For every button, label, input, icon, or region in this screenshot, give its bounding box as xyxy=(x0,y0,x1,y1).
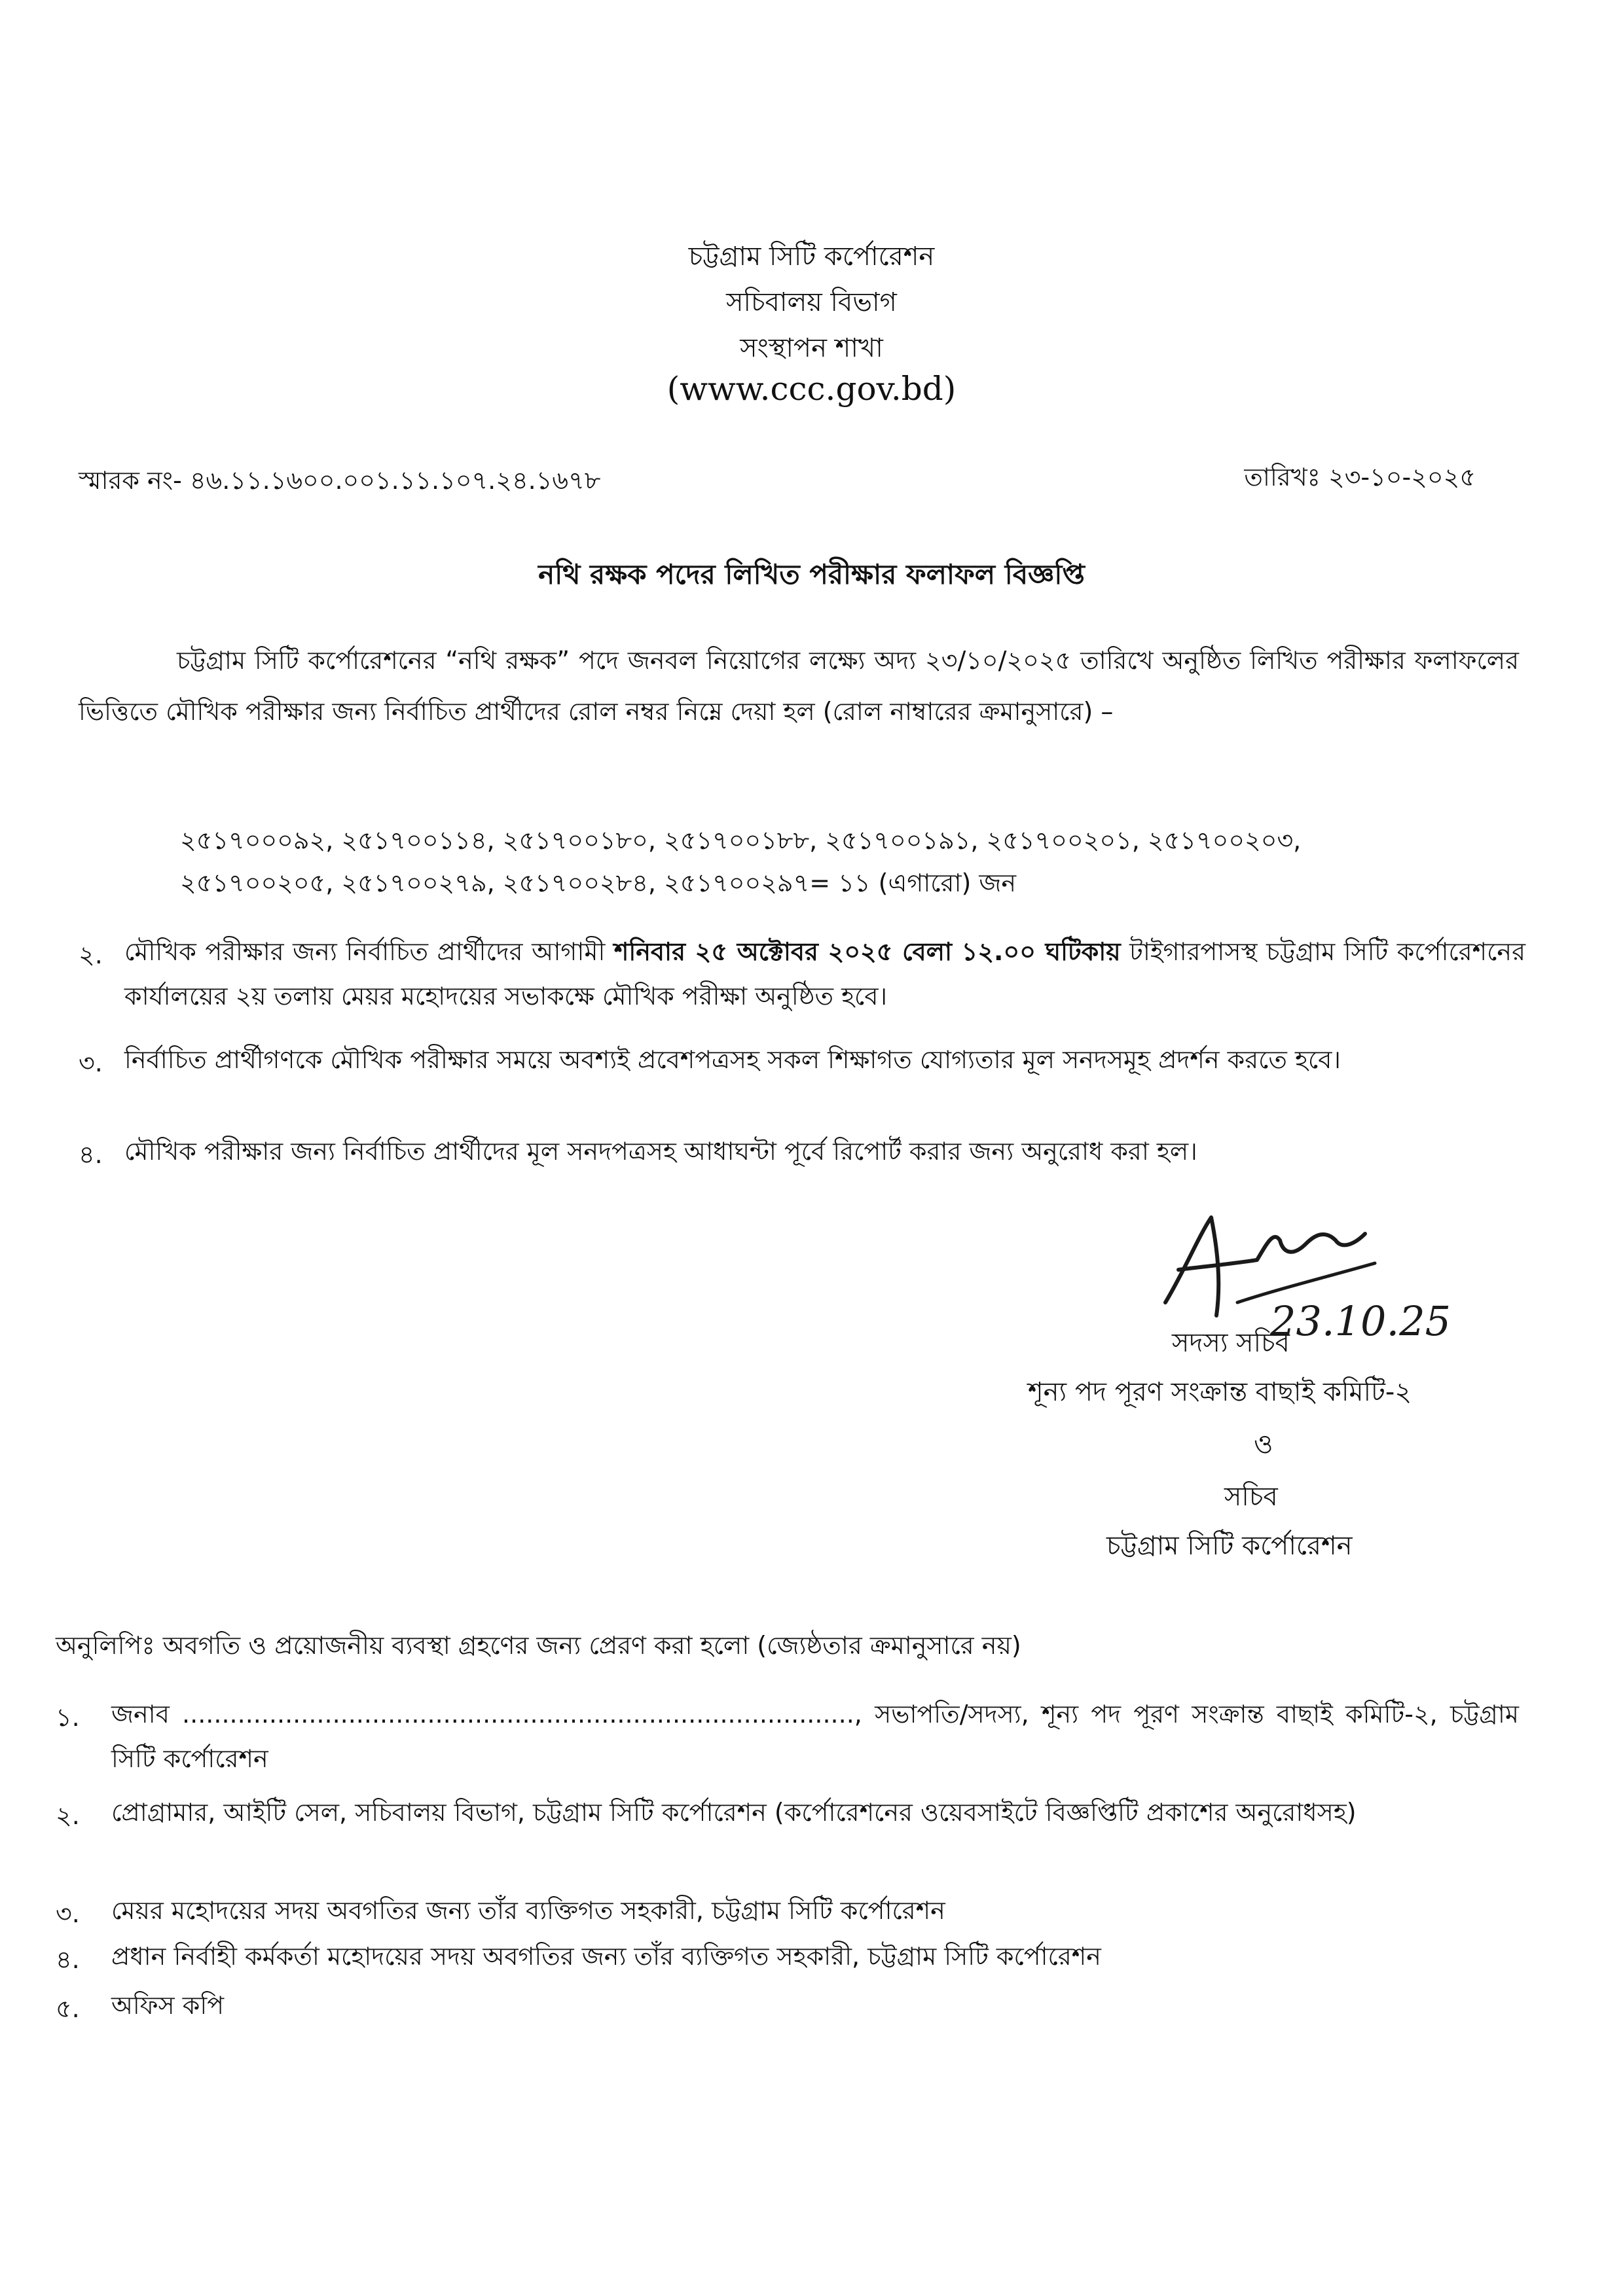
copy-3-text: মেয়র মহোদয়ের সদয় অবগতির জন্য তাঁর ব্যক্তিগত সহকারী, চট্টগ্রাম সিটি কর্পোরেশন xyxy=(111,1896,945,1925)
copy-1-number: ১. xyxy=(56,1703,80,1732)
point-2-text xyxy=(124,929,1525,1018)
copy-4-number: ৪. xyxy=(56,1945,80,1974)
header-dept: সচিবালয় বিভাগ xyxy=(726,287,897,317)
memo-ref: স্মারক নং- ৪৬.১১.১৬০০.০০১.১১.১০৭.২৪.১৬৭৮ xyxy=(79,466,601,495)
copy-5-number: ৫. xyxy=(56,1994,80,2023)
sig-title-3: সচিব xyxy=(1224,1482,1278,1512)
point-2-post: টাইগারপাসস্থ চট্টগ্রাম সিটি কর্পোরেশনের কার্যালয়ের ২য় তলায় মেয়র মহোদয়ের সভাকক্ষে মৌখিক পরীক্ষা অনুষ্ঠিত হবে। xyxy=(124,937,1525,1011)
copy-3-number: ৩. xyxy=(56,1899,80,1928)
roll-list-line-1: ২৫১৭০০০৯২, ২৫১৭০০১১৪, ২৫১৭০০১৮০, ২৫১৭০০১৮৮, ২৫১৭০০১৯১, ২৫১৭০০২০১, ২৫১৭০০২০৩, xyxy=(180,826,1302,855)
roll-list-line-2: ২৫১৭০০২০৫, ২৫১৭০০২৭৯, ২৫১৭০০২৮৪, ২৫১৭০০২৯৭= ১১ (এগারো) জন xyxy=(180,869,1017,897)
copy-1-text: জনাব ....................................................................................., সভাপতি/সদস্য, শূন্য পদ পূরণ সংক্রান্ত বাছাই কমিটি-২, চট্টগ্রাম সিটি কর্পোরেশন xyxy=(111,1700,1519,1773)
point-2-pre: মৌখিক পরীক্ষার জন্য নির্বাচিত প্রার্থীদের আগামী xyxy=(124,937,614,966)
memo-date: তারিখঃ ২৩-১০-২০২৫ xyxy=(1244,463,1476,492)
point-4-text: মৌখিক পরীক্ষার জন্য নির্বাচিত প্রার্থীদের মূল সনদপত্রসহ আধাঘন্টা পূর্বে রিপোর্ট করার জন্য অনুরোধ করা হল। xyxy=(124,1137,1197,1166)
copies-heading: অনুলিপিঃ অবগতি ও প্রয়োজনীয় ব্যবস্থা গ্রহণের জন্য প্রেরণ করা হলো (জ্যেষ্ঠতার ক্রমানুসারে নয়) xyxy=(56,1631,1021,1660)
sig-title-4: চট্টগ্রাম সিটি কর্পোরেশন xyxy=(1106,1531,1353,1561)
notice-title: নথি রক্ষক পদের লিখিত পরীক্ষার ফলাফল বিজ্ঞপ্তি xyxy=(538,558,1085,590)
point-3-text: নির্বাচিত প্রার্থীগণকে মৌখিক পরীক্ষার সময়ে অবশ্যই প্রবেশপত্রসহ সকল শিক্ষাগত যোগ্যতার মূল সনদসমূহ প্রদর্শন করতে হবে। xyxy=(124,1045,1341,1074)
header-org: চট্টগ্রাম সিটি কর্পোরেশন xyxy=(688,242,935,272)
sig-title-2: শূন্য পদ পূরণ সংক্রান্ত বাছাই কমিটি-২ xyxy=(1028,1377,1412,1407)
signature-date: 23.10.25 xyxy=(1270,1297,1451,1342)
point-3-number: ৩. xyxy=(79,1049,103,1077)
intro-paragraph: চট্টগ্রাম সিটি কর্পোরেশনের “নথি রক্ষক” পদে জনবল নিয়োগের লক্ষ্যে অদ্য ২৩/১০/২০২৫ তারিখে অনুষ্ঠিত লিখিত পরীক্ষার ফলাফলের ভিত্তিতে মৌখিক পরীক্ষার জন্য নির্বাচিত প্রার্থীদের রোল নম্বর নিম্নে দেয়া হল (রোল নাম্বারের ক্রমানুসারে) – xyxy=(79,646,1519,726)
header-branch: সংস্থাপন শাখা xyxy=(740,333,883,363)
point-4-number: ৪. xyxy=(79,1140,103,1169)
point-2-number: ২. xyxy=(79,941,103,969)
sig-title-1: সদস্য সচিব xyxy=(1172,1328,1290,1358)
point-2-schedule: শনিবার ২৫ অক্টোবর ২০২৫ বেলা ১২.০০ ঘটিকায় xyxy=(613,937,1121,966)
copy-5-text: অফিস কপি xyxy=(111,1991,224,2020)
header-website: (www.ccc.gov.bd) xyxy=(666,370,957,408)
handwritten-signature xyxy=(1139,1191,1506,1342)
copy-2-number: ২. xyxy=(56,1801,80,1830)
sig-and: ও xyxy=(1254,1429,1273,1460)
copy-2-text: প্রোগ্রামার, আইটি সেল, সচিবালয় বিভাগ, চট্টগ্রাম সিটি কর্পোরেশন (কর্পোরেশনের ওয়েবসাইটে বিজ্ঞপ্তিটি প্রকাশের অনুরোধসহ) xyxy=(111,1798,1357,1827)
copy-4-text: প্রধান নির্বাহী কর্মকর্তা মহোদয়ের সদয় অবগতির জন্য তাঁর ব্যক্তিগত সহকারী, চট্টগ্রাম সিটি কর্পোরেশন xyxy=(111,1942,1101,1971)
